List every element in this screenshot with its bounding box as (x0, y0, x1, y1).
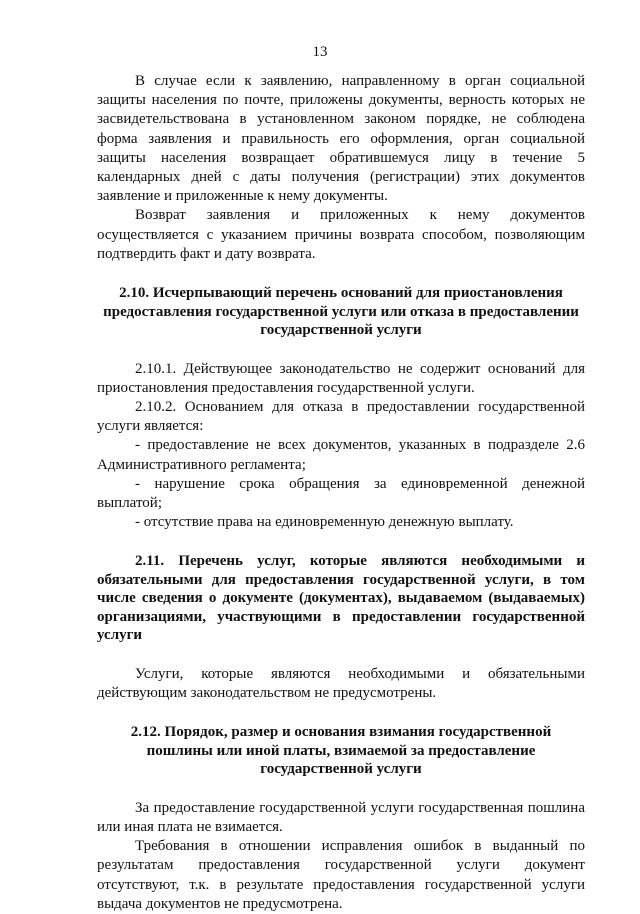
section-2-10-heading: 2.10. Исчерпывающий перечень оснований для приостановления предоставления государственной услуги или отказа в предоставлении государственной услуги (103, 285, 579, 339)
section-2-10-list-item-3: - отсутствие права на единовременную денежную выплату. (135, 514, 514, 531)
return-paragraph-2: Возврат заявления и приложенных к нему документов осуществляется с указанием причины возврата способом, позволяющим подтвердить факт и дату возврата. (97, 207, 585, 262)
section-2-10-paragraph-2: 2.10.2. Основанием для отказа в предоставлении государственной услуги является: (97, 398, 585, 435)
section-2-11-heading: 2.11. Перечень услуг, которые являются необходимыми и обязательными для предоставления государственной услуги, в том числе сведения о документе (документах), выдаваемом (выдаваемых) организациями, участвующими в предоставлении государственной услуги (97, 553, 585, 644)
section-2-12-paragraph-2: Требования в отношении исправления ошибок в выданный по результатам предоставления государственной услуги документ отсутствуют, т.к. в результате предоставления государственной услуги выдача документов не предусмотрена. (97, 838, 585, 912)
return-paragraph-1: В случае если к заявлению, направленному в орган социальной защиты населения по почте, приложены документы, верность которых не засвидетельствована в установленном законом порядке, не соблюдена форма заявления и правильность его оформления, орган социальной защиты населения возвращает обратившемуся лицу в течение 5 календарных дней с даты получения (регистрации) этих документов заявление и приложенные к нему документы. (97, 73, 585, 205)
page-content (97, 72, 585, 914)
page-number: 13 (312, 44, 328, 60)
section-2-10-list-item-1: - предоставление не всех документов, указанных в подразделе 2.6 Административного регламента; (97, 437, 585, 473)
section-2-10-paragraph-1: 2.10.1. Действующее законодательство не содержит оснований для приостановления предоставления государственной услуги. (97, 360, 585, 396)
section-2-10-list-item-2: - нарушение срока обращения за единовременной денежной выплатой; (97, 475, 585, 511)
section-2-11-paragraph-1: Услуги, которые являются необходимыми и обязательными действующим законодательством не предусмотрены. (97, 665, 585, 702)
section-2-12-heading: 2.12. Порядок, размер и основания взимания государственной пошлины или иной платы, взимаемой за предоставление государственной услуги (130, 724, 552, 778)
section-2-12-paragraph-1: За предоставление государственной услуги государственная пошлина или иная плата не взимается. (97, 799, 585, 835)
